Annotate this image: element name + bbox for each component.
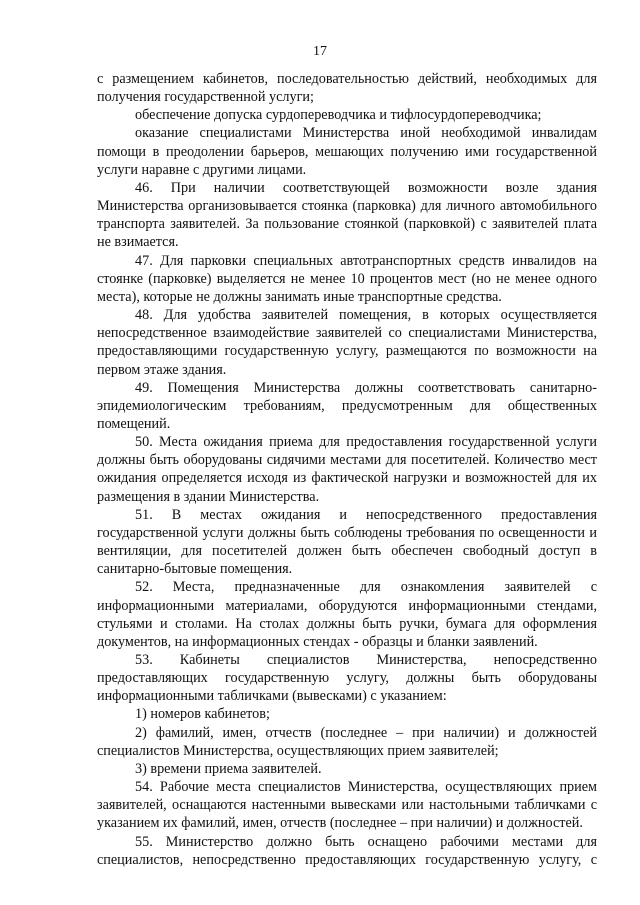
page-number: 17 [313, 44, 327, 59]
paragraph: с размещением кабинетов, последовательностью действий, необходимых для получения государственной услуги; [97, 71, 597, 106]
paragraph: оказание специалистами Министерства иной необходимой инвалидам помощи в преодолении барьеров, мешающих получению ими государственной услуги наравне с другими лицами. [97, 125, 597, 178]
paragraph: 1) номеров кабинетов; [135, 706, 270, 723]
paragraph: 48. Для удобства заявителей помещения, в которых осуществляется непосредственное взаимодействие заявителей со специалистами Министерства, предоставляющими государственную услугу, размещаются по возможности на первом этаже здания. [97, 307, 597, 378]
paragraph: 47. Для парковки специальных автотранспортных средств инвалидов на стоянке (парковке) выделяется не менее 10 процентов мест (но не менее одного места), которые не должны занимать иные транспортные средства. [97, 252, 597, 305]
paragraph: 3) времени приема заявителей. [135, 760, 322, 777]
paragraph: 51. В местах ожидания и непосредственного предоставления государственной услуги должны быть соблюдены требования по освещенности и вентиляции, для посетителей должен быть обеспечен свободный доступ в санитарно-бытовые помещения. [97, 506, 597, 578]
paragraph: 55. Министерство должно быть оснащено рабочими местами для специалистов, непосредственно предоставляющих государственную услугу, с [97, 833, 597, 868]
paragraph: 50. Места ожидания приема для предоставления государственной услуги должны быть оборудованы сидячими местами для посетителей. Количество мест ожидания определяется исходя из фактической нагрузки и возможностей для их размещения в здании Министерства. [97, 434, 597, 505]
paragraph: 52. Места, предназначенные для ознакомления заявителей с информационными материалами, оборудуются информационными стендами, стульями и столами. На столах должны быть ручки, бумага для оформления документов, на информационных стендах - образцы и бланки заявлений. [97, 579, 597, 650]
paragraph: 46. При наличии соответствующей возможности возле здания Министерства организовывается стоянка (парковка) для личного автомобильного транспорта заявителей. За пользование стоянкой (парковкой) с заявителей плата не взимается. [97, 179, 597, 251]
document-body [97, 70, 597, 869]
paragraph: 2) фамилий, имен, отчеств (последнее – при наличии) и должностей специалистов Министерства, осуществляющих прием заявителей; [97, 724, 597, 759]
paragraph: 54. Рабочие места специалистов Министерства, осуществляющих прием заявителей, оснащаются настенными вывесками или настольными табличками с указанием их фамилий, имен, отчеств (последнее – при наличии) и должностей. [97, 779, 597, 832]
paragraph: обеспечение допуска сурдопереводчика и тифлосурдопереводчика; [135, 107, 542, 124]
paragraph: 53. Кабинеты специалистов Министерства, непосредственно предоставляющих государственную услугу, должны быть оборудованы информационными табличками (вывесками) с указанием: [97, 652, 597, 705]
paragraph: 49. Помещения Министерства должны соответствовать санитарно-эпидемиологическим требованиям, предусмотренным для общественных помещений. [97, 379, 597, 432]
